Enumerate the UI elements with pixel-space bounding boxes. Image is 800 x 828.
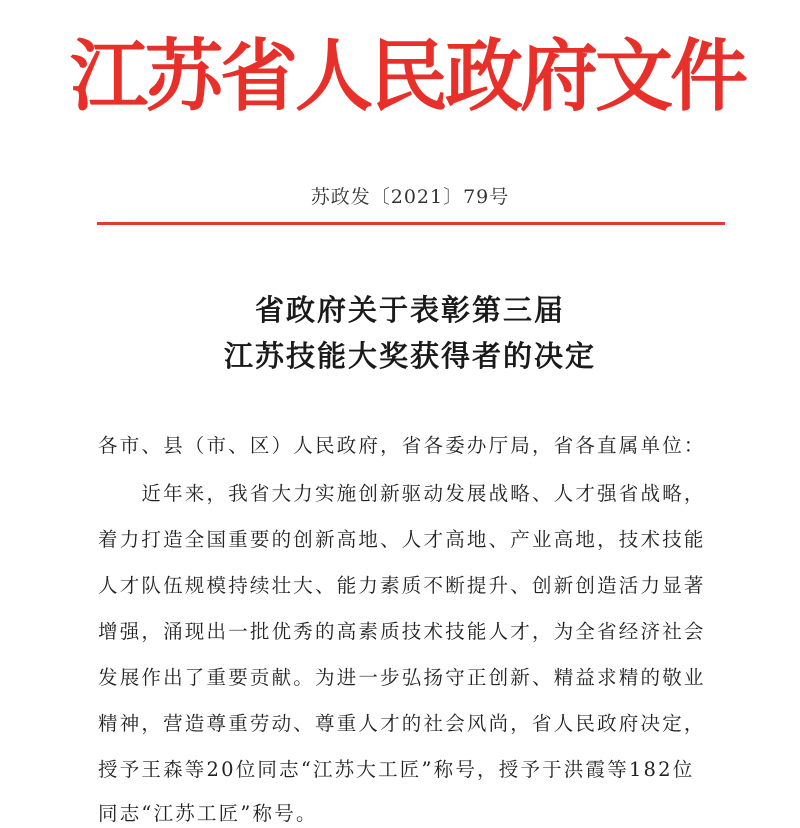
body-line: 精神，营造尊重劳动、尊重人才的社会风尚，省人民政府决定，	[98, 712, 706, 735]
red-divider-line	[97, 222, 725, 225]
body-line: 增强，涌现出一批优秀的高素质技术技能人才，为全省经济社会	[98, 620, 706, 643]
document-number: 苏政发〔2021〕79号	[310, 186, 510, 208]
body-line: 近年来，我省大力实施创新驱动发展战略、人才强省战略，	[98, 482, 706, 505]
document-title-line-1: 省政府关于表彰第三届	[254, 293, 565, 327]
body-line: 同志“江苏工匠”称号。	[98, 802, 318, 825]
body-line: 授予王森等20位同志“江苏大工匠”称号，授予于洪霞等182位	[98, 758, 695, 781]
body-line: 人才队伍规模持续壮大、能力素质不断提升、创新创造活力显著	[98, 574, 706, 597]
body-line: 发展作出了重要贡献。为进一步弘扬守正创新、精益求精的敬业	[98, 666, 706, 689]
document-title-line-2: 江苏技能大奖获得者的决定	[223, 339, 596, 373]
salutation: 各市、县（市、区）人民政府，省各委办厅局，省各直属单位：	[98, 434, 706, 457]
body-line: 着力打造全国重要的创新高地、人才高地、产业高地，技术技能	[98, 528, 706, 551]
masthead-title: 江苏省人民政府文件	[70, 31, 746, 122]
